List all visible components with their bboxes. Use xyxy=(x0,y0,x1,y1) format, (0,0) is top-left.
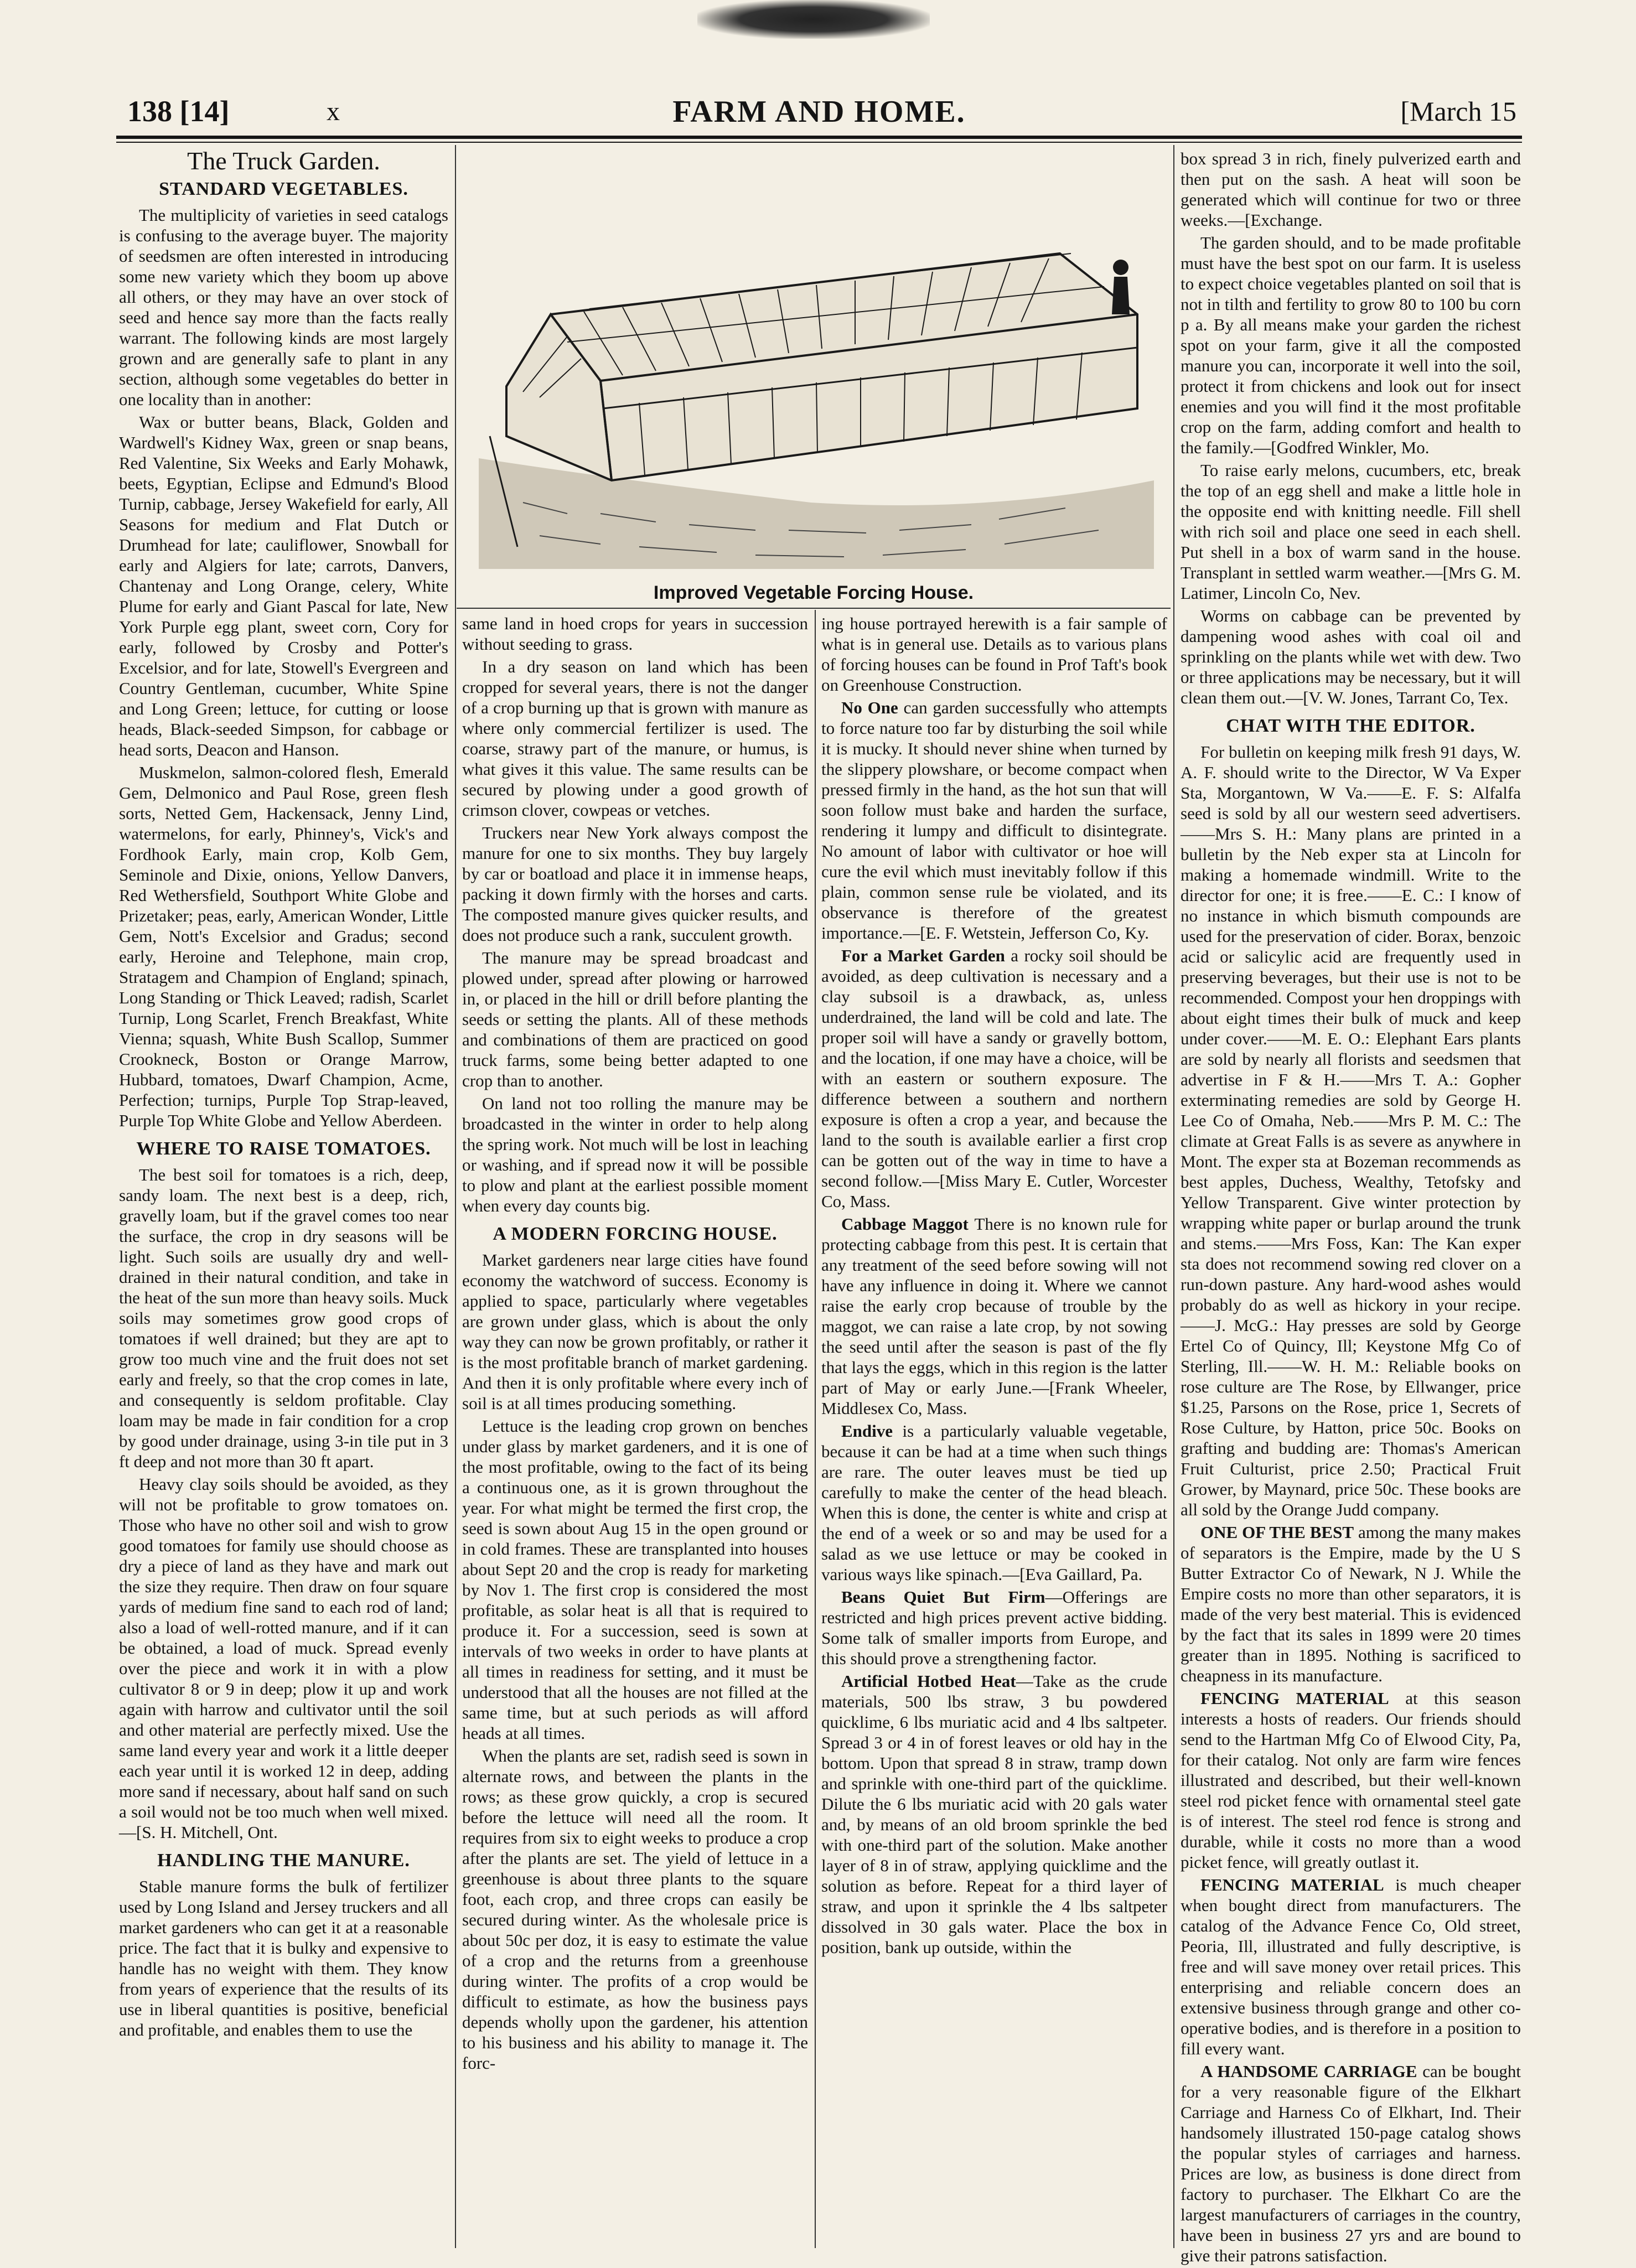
paragraph: The garden should, and to be made profitable must have the best spot on our farm. It is useless to expect choice vegetables planted on soil that is not in tilth and fertility to grow 80 to 100 bu corn p a. By all means make your garden the richest spot on your farm, give it all the composted manure you can, incorporate it well into the soil, protect it from chickens and look out for insect enemies and you will find it the most profitable crop on the farm, adding comfort and health to the family.—[Godfred Winkler, Mo. xyxy=(1181,233,1521,457)
heading-where-to-raise-tomatoes: WHERE TO RAISE TOMATOES. xyxy=(136,1138,431,1159)
paragraph: FENCING MATERIAL at this season interests a hosts of readers. Our friends should send to the Hartman Mfg Co of Elwood City, Pa, for their catalog. Not only are farm wire fences illustrated and described, but their well-known steel rod picket fence with ornamental steel gate is of interest. The steel rod fence is strong and durable, while it costs no more than a wood picket fence, will greatly outlast it. xyxy=(1181,1689,1521,1872)
paragraph: Muskmelon, salmon-colored flesh, Emerald Gem, Delmonico and Paul Rose, green flesh sorts, Netted Gem, Hackensack, Jenny Lind, watermelons, for early, Phinney's, Vick's and Fordhook Early, main crop, Kolb Gem, Seminole and Dixie, onions, Yellow Danvers, Red Wethersfield, Southport White Globe and Prizetaker; peas, early, American Wonder, Little Gem, Nott's Excelsior and Gradus; second early, Heroine and Telephone, main crop, Stratagem and Champion of England; spinach, Long Standing or Thick Leaved; radish, Scarlet Turnip, Long Scarlet, French Breakfast, White Vienna; squash, White Bush Scallop, Summer Crookneck, Boston or Orange Marrow, Hubbard, tomatoes, Dwarf Champion, Acme, Perfection; turnips, Purple Top Strap-leaved, Purple Top White Globe and Yellow Aberdeen. xyxy=(119,763,448,1130)
paragraph: Artificial Hotbed Heat—Take as the crude materials, 500 lbs straw, 3 bu powdered quicklime, 6 lbs muriatic acid and 4 lbs saltpeter. Spread 3 or 4 in of forest leaves or old hay in the bottom. Upon that spread 8 in straw, tramp down and sprinkle with one-third part of the quicklime. Dilute the 6 lbs muriatic acid with 20 gals water and, by means of an old broom sprinkle the bed with one-third part of the solution. Make another layer of 8 in of straw, applying quicklime and the solution as before. Repeat for a third layer of straw, and upon it sprinkle the 4 lbs saltpeter dissolved in 30 gals water. Place the box in position, bank up outside, within the xyxy=(821,1671,1167,1957)
column-3 xyxy=(821,613,1167,2251)
section-title: The Truck Garden. xyxy=(187,147,380,175)
lead-in: Artificial Hotbed Heat xyxy=(841,1671,1016,1691)
lead-in: FENCING MATERIAL xyxy=(1200,1689,1389,1708)
paragraph: Wax or butter beans, Black, Golden and Wardwell's Kidney Wax, green or snap beans, Red Valentine, Six Weeks and Early Mohawk, beets, Egyptian, Eclipse and Edmund's Blood Turnip, cabbage, Jersey Wakefield for early, All Seasons for medium and Flat Dutch or Drumhead for late; cauliflower, Snowball for early and Algiers for late; carrots, Danvers, Chantenay and Long Orange, celery, White Plume for early and Giant Pascal for late, New York Purple egg plant, sweet corn, Cory for early, followed by Crosby and Potter's Excelsior, and for late, Stowell's Evergreen and Country Gentleman, cucumber, White Spine and Long Green; lettuce, for cutting or loose heads, Black-seeded Simpson, for cabbage or head sorts, Deacon and Hanson. xyxy=(119,412,448,759)
paragraph: For bulletin on keeping milk fresh 91 days, W. A. F. should write to the Director, W Va Exper Sta, Morgantown, W Va.——E. F. S: Alfalfa seed is sold by all our western seed advertisers.——Mrs S. H.: Many plans are printed in a bulletin by the Neb exper sta at Lincoln for making a homemade windmill. Write to the director for one; it is free.——E. C.: I know of no instance in which bismuth compounds are used for the preservation of cider. Borax, benzoic acid or salicylic acid are frequently used in preserving beverages, but their use is not to be recommended. Compost your hen droppings with about eight times their bulk of muck and keep under cover.——M. E. O.: Elephant Ears plants are sold by nearly all florists and seedsmen that advertise in F & H.——Mrs T. A.: Gopher exterminating remedies are sold by George H. Lee Co of Omaha, Neb.——Mrs P. M. C.: The climate at Great Falls is as severe as anywhere in Mont. The exper sta at Bozeman recommends as best apples, Duchess, Wealthy, Tetofsky and Yellow Transparent. Give winter protection by wrapping white paper or burlap around the trunk and stems.——Mrs Foss, Kan: The Kan exper sta does not recommend sowing red clover on a run-down pasture. Any hard-wood ashes would probably do as well as hickory in your recipe.——J. McG.: Hay presses are sold by George Ertel Co of Quincy, Ill; Keystone Mfg Co of Sterling, Ill.——W. H. M.: Reliable books on rose culture are The Rose, by Ellwanger, price $1.25, Parsons on the Rose, price 1, Secrets of Rose Culture, by Hatton, price 50c. Books on grafting and budding are: Thomas's American Fruit Culturist, price 2.50; Practical Fruit Grower, by Maynard, price 50c. These books are all sold by the Orange Judd company. xyxy=(1181,742,1521,1519)
header-rule-thin xyxy=(116,142,1522,143)
paragraph: Lettuce is the leading crop grown on benches under glass by market gardeners, and it is one of the most profitable, owing to the fact of its being a continuous one, as it is grown throughout the year. For what might be termed the first crop, the seed is sown about Aug 15 in the open ground or in cold frames. These are transplanted into houses about Sept 20 and the crop is ready for marketing by Nov 1. The first crop is considered the most profitable, as solar heat is all that is required to produce it. For a succession, seed is sown at intervals of two weeks in order to have plants at all times in readiness for setting, and it must be understood that all the houses are not filled at the same time, but at such periods as will afford heads at all times. xyxy=(462,1416,808,1743)
page-number: 138 [14] xyxy=(127,95,230,128)
paragraph: Stable manure forms the bulk of fertilizer used by Long Island and Jersey truckers and all market gardeners who can get it at a reasonable price. The fact that it is bulky and expensive to handle has no weight with them. They know from years of experience that the results of its use in liberal quantities is positive, beneficial and profitable, and enables them to use the xyxy=(119,1877,448,2039)
heading-handling-the-manure: HANDLING THE MANURE. xyxy=(157,1850,410,1871)
paragraph: To raise early melons, cucumbers, etc, break the top of an egg shell and make a little hole in the opposite end with knitting needle. Fill shell with rich soil and place one seed in each shell. Put shell in a box of warm sand in the house. Transplant in settled warm weather.—[Mrs G. M. Latimer, Lincoln Co, Nev. xyxy=(1181,460,1521,603)
ink-blot xyxy=(697,0,930,39)
column-divider-3 xyxy=(1173,145,1174,2248)
paragraph: ing house portrayed herewith is a fair sample of what is in general use. Details as to various plans of forcing houses can be found in Prof Taft's book on Greenhouse Construction. xyxy=(821,614,1167,695)
paragraph: box spread 3 in rich, finely pulverized earth and then put on the sash. A heat will soon be generated which will continue for two or three weeks.—[Exchange. xyxy=(1181,149,1521,230)
paragraph: Truckers near New York always compost the manure for one to six months. They buy largely by car or boatload and place it in immense heaps, packing it down firmly with the horses and carts. The composted manure gives quicker results, and does not produce such a rank, succulent growth. xyxy=(462,823,808,945)
column-1 xyxy=(119,148,448,2251)
paragraph: Beans Quiet But Firm—Offerings are restricted and high prices prevent active bidding. Some talk of smaller imports from Europe, and this should prove a strengthening factor. xyxy=(821,1587,1167,1668)
page-header xyxy=(116,94,1522,133)
column-divider-2 xyxy=(815,610,816,2248)
paragraph: No One can garden successfully who attempts to force nature too far by disturbing the soil while it is mucky. It should never shine when turned by the slippery plowshare, or become compact when pressed firmly in the hand, as the hot sun that will soon follow must bake and harden the surface, rendering it lumpy and difficult to disintegrate. No amount of labor with cultivator or hoe will cure the evil which must inevitably follow if this plain, common sense rule be violated, and its observance is therefore of the greatest importance.—[E. F. Wetstein, Jefferson Co, Ky. xyxy=(821,698,1167,943)
header-mark: x xyxy=(327,97,340,126)
column-2 xyxy=(462,613,808,2251)
lead-in: FENCING MATERIAL xyxy=(1200,1875,1384,1894)
header-rule-thick xyxy=(116,136,1522,139)
paragraph: The best soil for tomatoes is a rich, deep, sandy loam. The next best is a deep, rich, gravelly loam, but if the gravel comes too near the surface, the crop in dry seasons will be light. Such soils are usually dry and well-drained in their natural condition, and take in the heat of the sun more than heavy soils. Muck soils may sometimes grow good crops of tomatoes if well drained; but they are apt to grow too much vine and the fruit does not set early and freely, so that the crop comes in late, and consequently is seldom profitable. Clay loam may be made in fair condition for a crop by good under drainage, using 3-in tile put in 3 ft deep and not more than 30 ft apart. xyxy=(119,1165,448,1471)
paragraph: A HANDSOME CARRIAGE can be bought for a very reasonable figure of the Elkhart Carriage and Harness Co of Elkhart, Ind. Their handsomely illustrated 150-page catalog shows the popular styles of carriages and harness. Prices are low, as business is done direct from factory to purchaser. The Elkhart Co are the largest manufacturers of carriages in the country, have been in business 27 yrs and are bound to give their patrons satisfaction. xyxy=(1181,2062,1521,2265)
paragraph: FENCING MATERIAL is much cheaper when bought direct from manufacturers. The catalog of the Advance Fence Co, Old street, Peoria, Ill, illustrated and fully descriptive, is free and will save money over retail prices. This enterprising and reliable concern does an extensive business through grange and other co-operative bodies, and is therefore in a position to fill every want. xyxy=(1181,1875,1521,2058)
lead-in: Beans Quiet But Firm xyxy=(841,1587,1045,1607)
heading-modern-forcing-house: A MODERN FORCING HOUSE. xyxy=(493,1224,778,1244)
lead-in: A HANDSOME CARRIAGE xyxy=(1200,2062,1417,2081)
lead-in: Cabbage Maggot xyxy=(841,1214,969,1234)
paragraph: Market gardeners near large cities have found economy the watchword of success. Economy is applied to space, particularly where vegetables are grown under glass, which is about the only way they can now be grown profitably, or rather it is the most profitable branch of market gardening. And then it is only profitable where every inch of soil is at all times producing something. xyxy=(462,1250,808,1413)
lead-in: Endive xyxy=(841,1421,893,1441)
paragraph: same land in hoed crops for years in succession without seeding to grass. xyxy=(462,614,808,654)
paragraph: For a Market Garden a rocky soil should be avoided, as deep cultivation is necessary and a clay subsoil is a drawback, as, unless underdrained, the land will be cold and late. The proper soil will have a sandy or gravelly bottom, and the location, if one may have a choice, will be with an eastern or southern exposure. The difference between a southern and northern exposure is often a crop a year, and because the land to the south is available earlier a first crop can be gotten out of the way in time to have a second follow.—[Miss Mary E. Cutler, Worcester Co, Mass. xyxy=(821,946,1167,1211)
paragraph: In a dry season on land which has been cropped for several years, there is not the danger of a crop burning up that is grown with manure as where only commercial fertilizer is used. The coarse, strawy part of the manure, or humus, is what gives it this value. The same results can be secured by plowing under a good growth of crimson clover, cowpeas or vetches. xyxy=(462,657,808,820)
paragraph: ONE OF THE BEST among the many makes of separators is the Empire, made by the U S Butter Extractor Co of Newark, N J. While the Empire costs no more than other separators, it is made of the very best material. This is evidenced by the fact that its sales in 1899 were 20 times greater than in 1895. Nothing is sacrificed to cheapness in its manufacture. xyxy=(1181,1523,1521,1685)
paragraph: Endive is a particularly valuable vegetable, because it can be had at a time when such things are rare. The outer leaves must be tied up carefully to make the center of the head bleach. When this is done, the center is white and crisp at the end of a week or so and may be used for a salad as we use lettuce or may be cooked in various ways like spinach.—[Eva Gaillard, Pa. xyxy=(821,1421,1168,1584)
illustration-caption: Improved Vegetable Forcing House. xyxy=(653,582,974,603)
masthead-title: FARM AND HOME. xyxy=(672,95,966,129)
heading-standard-vegetables: STANDARD VEGETABLES. xyxy=(159,179,408,199)
column-divider-1 xyxy=(455,145,456,2248)
column-4 xyxy=(1181,148,1521,2265)
lead-in: ONE OF THE BEST xyxy=(1200,1523,1354,1542)
paragraph: Heavy clay soils should be avoided, as they will not be profitable to grow tomatoes on. Those who have no other soil and wish to grow good tomatoes for family use should choose as dry a piece of land as they have and mark out the size they require. Then draw on four square yards of medium fine sand to each rod of land; also a load of well-rotted manure, and if it can be obtained, a load of muck. Spread evenly over the piece and work it in with a plow cultivator 8 or 9 in deep; plow it up and work again with harrow and cultivator until the soil and other material are perfectly mixed. Use the same land every year and work it a little deeper each year until it is worked 12 in deep, adding more sand if necessary, about half sand on such a soil would not be too much when well mixed.—[S. H. Mitchell, Ont. xyxy=(119,1474,448,1842)
paragraph: When the plants are set, radish seed is sown in alternate rows, and between the plants in the rows; as these grow quickly, a crop is secured before the lettuce will need all the room. It requires from six to eight weeks to produce a crop after the plants are set. The yield of lettuce in a greenhouse is about three plants to the square foot, each crop, and three crops can easily be secured during winter. As the wholesale price is about 50c per doz, it is easy to estimate the value of a crop and the returns from a greenhouse during winter. The profits of a crop would be difficult to estimate, as how the business pays depends wholly upon the gardener, his attention to his business and his ability to manage it. The forc- xyxy=(462,1746,808,2073)
paragraph: Cabbage Maggot There is no known rule for protecting cabbage from this pest. It is certain that any treatment of the seed before sowing will not have any influence in doing it. Where we cannot raise the early crop because of trouble by the maggot, we can raise a late crop, by not sowing the seed until after the season is past of the fly that lays the eggs, which in this region is the latter part of May or early June.—[Frank Wheeler, Middlesex Co, Mass. xyxy=(821,1214,1167,1418)
heading-chat-with-the-editor: CHAT WITH THE EDITOR. xyxy=(1226,716,1475,736)
paragraph: The multiplicity of varieties in seed catalogs is confusing to the average buyer. The majority of seedsmen are often interested in introducing some new variety which they boom up above all others, or they may have an over stock of seed and hence say more than the facts really warrant. The following kinds are most largely grown and are generally safe to plant in any section, although some vegetables do better in one locality than in another: xyxy=(119,205,448,409)
paragraph: On land not too rolling the manure may be broadcasted in the winter in order to help along the spring work. Not much will be lost in leaching or washing, and if spread now it will be possible to plow and plant at the earliest possible moment when every day counts big. xyxy=(462,1094,808,1215)
lead-in: No One xyxy=(841,698,898,717)
forcing-house-illustration xyxy=(457,148,1171,580)
lead-in: For a Market Garden xyxy=(841,946,1005,965)
illustration-rule xyxy=(457,608,1171,609)
paragraph: Worms on cabbage can be prevented by dampening wood ashes with coal oil and sprinkling on the plants while wet with dew. Two or three applications may be necessary, but it will clean them out.—[V. W. Jones, Tarrant Co, Tex. xyxy=(1181,606,1521,707)
issue-date: [March 15 xyxy=(1400,96,1516,127)
paragraph: The manure may be spread broadcast and plowed under, spread after plowing or harrowed in, or placed in the hill or drill before planting the seeds or setting the plants. All of these methods and combinations of them are practiced on good truck farms, some being better adapted to one crop than to another. xyxy=(462,948,808,1090)
